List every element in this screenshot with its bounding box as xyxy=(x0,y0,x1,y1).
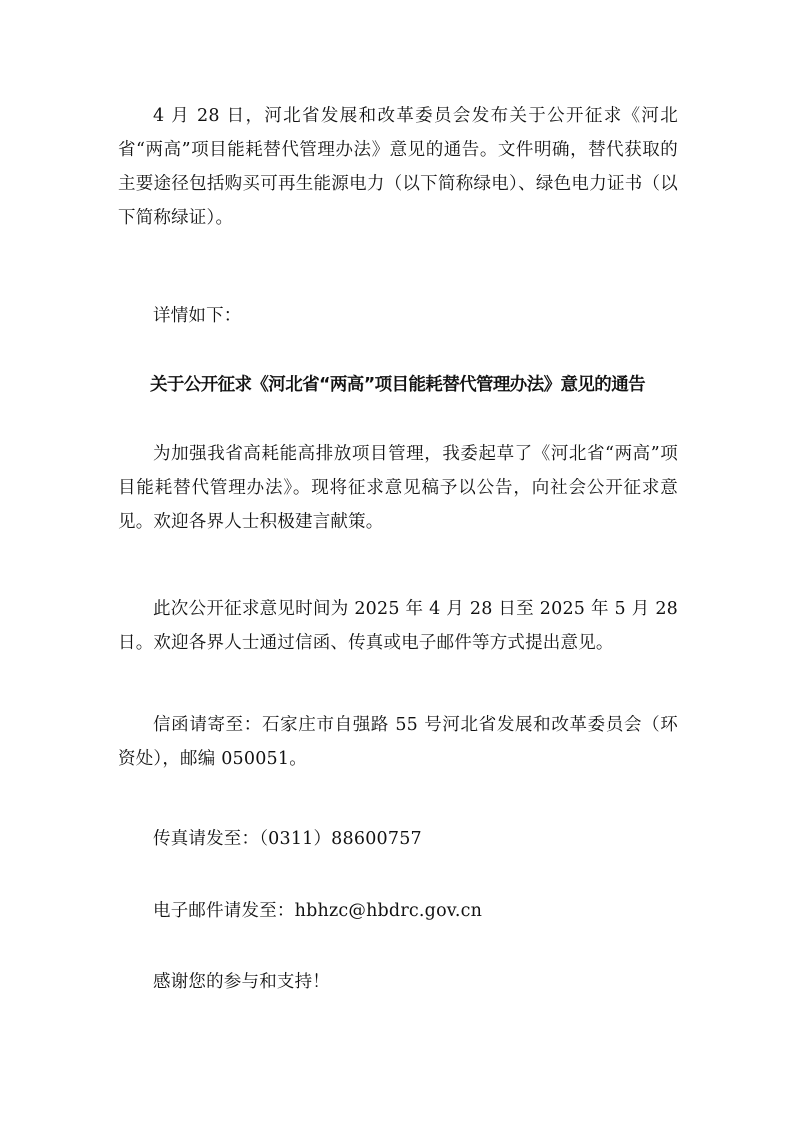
mail-address-paragraph: 信函请寄至：石家庄市自强路 55 号河北省发展和改革委员会（环资处），邮编 050051。 xyxy=(118,715,678,769)
period-paragraph: 此次公开征求意见时间为 2025 年 4 月 28 日至 2025 年 5 月 28 日。欢迎各界人士通过信函、传真或电子邮件等方式提出意见。 xyxy=(118,599,678,653)
thanks-paragraph: 感谢您的参与和支持！ xyxy=(153,972,330,992)
fax-paragraph: 传真请发至：（0311）88600757 xyxy=(153,829,422,849)
email-paragraph: 电子邮件请发至：hbhzc@hbdrc.gov.cn xyxy=(153,901,483,921)
purpose-paragraph: 为加强我省高耗能高排放项目管理，我委起草了《河北省“两高”项目能耗替代管理办法》。现将征求意见稿予以公告，向社会公开征求意见。欢迎各界人士积极建言献策。 xyxy=(118,444,678,532)
details-label: 详情如下： xyxy=(153,306,242,326)
intro-paragraph: 4 月 28 日，河北省发展和改革委员会发布关于公开征求《河北省“两高”项目能耗替代管理办法》意见的通告。文件明确，替代获取的主要途径包括购买可再生能源电力（以下简称绿电）、绿色电力证书（以下简称绿证）。 xyxy=(118,106,678,228)
notice-title: 关于公开征求《河北省“两高”项目能耗替代管理办法》意见的通告 xyxy=(150,375,646,395)
